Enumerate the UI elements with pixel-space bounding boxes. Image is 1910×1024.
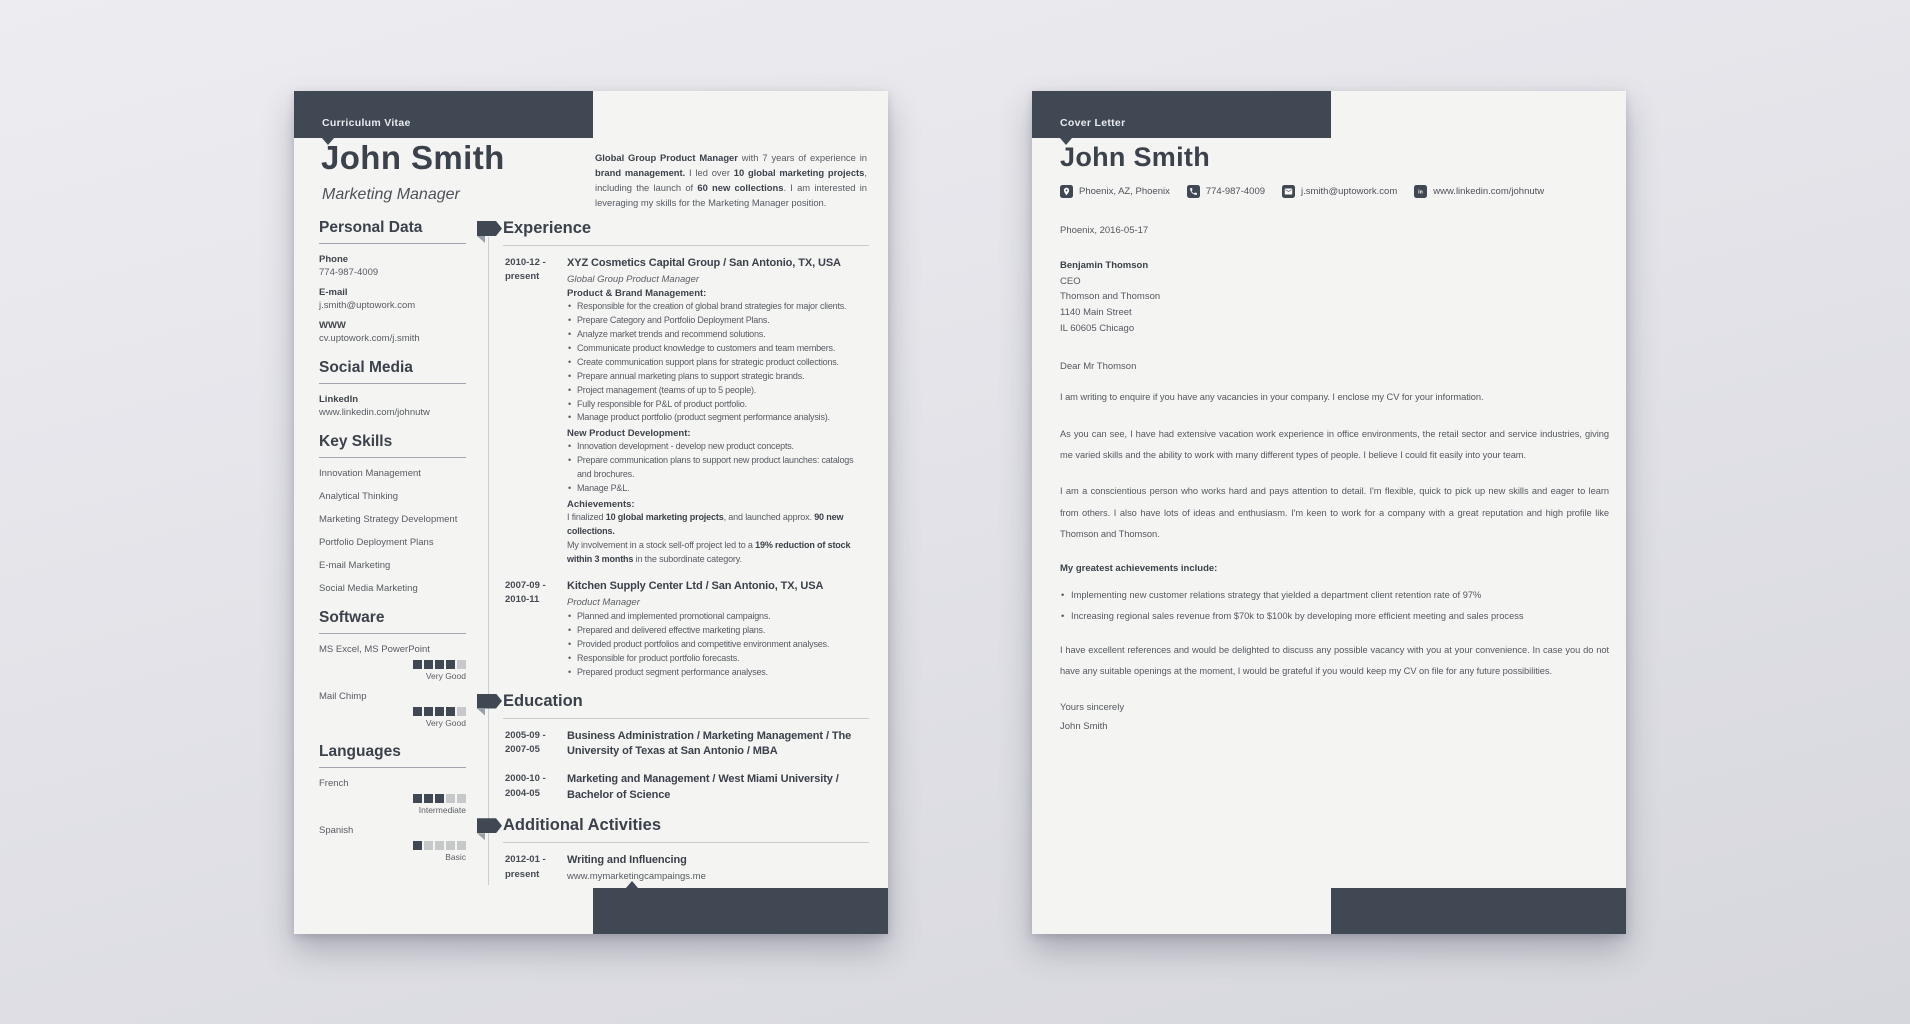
skill-item: Marketing Strategy Development — [319, 514, 458, 525]
sidebar-item — [319, 287, 466, 311]
recipient-line: Benjamin Thomson — [1060, 260, 1149, 271]
letter-date-line: Phoenix, 2016-05-17 — [1060, 225, 1149, 236]
summary-text: with 7 years of experience in — [737, 152, 868, 163]
sidebar-heading: Social Media — [319, 359, 466, 384]
rating-square — [424, 660, 433, 669]
letter-banner-label: Cover Letter — [1060, 117, 1126, 129]
entry-dates — [505, 579, 557, 680]
rating-square — [435, 660, 444, 669]
sidebar-item — [319, 320, 466, 344]
marker-fold-icon — [477, 833, 485, 840]
rated-item — [319, 691, 466, 728]
skill-item: Innovation Management — [319, 468, 421, 479]
rating-square — [413, 660, 422, 669]
entry-dates — [505, 729, 557, 761]
contact-row — [1060, 185, 1609, 198]
section-heading — [475, 692, 869, 719]
section-heading — [475, 816, 869, 843]
section-marker-icon — [477, 818, 502, 833]
section-marker-icon — [477, 694, 502, 709]
entry-date-from: 2005-09 - — [505, 729, 546, 741]
contact-text: 774-987-4009 — [1205, 186, 1266, 197]
sidebar-item — [319, 254, 466, 278]
sidebar-item — [319, 394, 466, 418]
marker-fold-icon — [477, 236, 485, 243]
rating-label: Intermediate — [418, 805, 466, 815]
contact-item — [1282, 185, 1397, 198]
letter-paragraph: As you can see, I have had extensive vacation work experience in office environments, the retail sector and service industries, giving me varied skills and the ability to work with many different types of people. I believe I could fit easily into your team. — [1060, 428, 1609, 461]
bullet-item: • Analyze market trends and recommend solutions. — [567, 328, 867, 342]
salutation: Dear Mr Thomson — [1060, 361, 1137, 373]
entry-body — [567, 256, 869, 567]
entry-dates — [505, 853, 557, 882]
letter-footer-bar — [1331, 888, 1626, 934]
rating-square — [457, 707, 466, 716]
entry-date-from: 2007-09 - — [505, 579, 546, 591]
bullet-item: • Innovation development - develop new product concepts. — [567, 440, 867, 454]
rating-square — [424, 841, 433, 850]
section-heading-label: Experience — [503, 219, 869, 246]
summary-bold: brand management. — [595, 166, 686, 178]
entry-date-to: 2004-05 — [505, 787, 540, 799]
rating-square — [446, 841, 455, 850]
summary-text: , including the launch of — [595, 166, 867, 193]
entry-row — [505, 729, 869, 761]
rating-label: Very Good — [425, 671, 466, 681]
sidebar-item-value: www.linkedin.com/johnutw — [319, 407, 430, 418]
section-heading-label: Education — [503, 692, 869, 719]
section-experience — [475, 219, 869, 680]
achievement-bold: 10 global marketing projects — [605, 512, 724, 523]
skill-item: Portfolio Deployment Plans — [319, 537, 434, 548]
summary-text: I led over — [685, 166, 734, 178]
phone-icon — [1187, 185, 1200, 198]
entry-row — [505, 579, 869, 680]
entry-row — [505, 256, 869, 567]
entry-body — [567, 772, 869, 804]
marker-fold-icon — [477, 709, 485, 716]
timeline-line — [488, 237, 489, 885]
bullet-item: • Prepared product segment performance analyses. — [567, 666, 867, 680]
achievement-text: in the subordinate category. — [633, 553, 742, 564]
bullet-item: • Fully responsible for P&L of product portfolio. — [567, 398, 867, 412]
bullet-item: • Manage P&L. — [567, 482, 867, 496]
letter-paragraph: I am writing to enquire if you have any vacancies in your company. I enclose my CV for your information. — [1060, 392, 1484, 403]
bullet-item: • Provided product portfolios and competitive environment analyses. — [567, 638, 867, 652]
entry-body — [567, 729, 869, 761]
bullet-item: • Prepare annual marketing plans to support strategic brands. — [567, 370, 867, 384]
signoff-line: John Smith — [1060, 720, 1108, 732]
rating-squares — [319, 660, 466, 669]
rated-item — [319, 644, 466, 681]
entry-title: Kitchen Supply Center Ltd / San Antonio, TX, USA — [567, 579, 824, 592]
section-heading — [475, 219, 869, 246]
cv-banner — [294, 91, 593, 138]
rating-square — [413, 707, 422, 716]
sidebar-item-label: LinkedIn — [319, 394, 359, 405]
sidebar-section-key-skills — [319, 433, 466, 594]
bullet-item: • Planned and implemented promotional campaigns. — [567, 610, 867, 624]
rating-square — [457, 794, 466, 803]
svg-text:in: in — [1418, 189, 1424, 196]
summary-bold: 60 new collections — [697, 181, 784, 193]
group-label: Achievements: — [567, 499, 635, 511]
cv-name: John Smith — [321, 139, 505, 176]
entry-body — [567, 853, 869, 882]
rating-square — [435, 707, 444, 716]
entry-date-from: 2010-12 - — [505, 257, 546, 268]
achievement-item: • Implementing new customer relations strategy that yielded a department client retention rate of 97% — [1060, 587, 1609, 604]
cv-main-column — [475, 219, 869, 894]
recipient-line: CEO — [1060, 275, 1081, 287]
section-education — [475, 692, 869, 805]
sidebar-section-software — [319, 609, 466, 728]
contact-text: www.linkedin.com/johnutw — [1433, 186, 1545, 197]
section-marker-icon — [477, 221, 502, 236]
cv-page — [294, 91, 888, 934]
bullet-item: • Prepared and delivered effective marketing plans. — [567, 624, 867, 638]
bullet-item: • Responsible for the creation of global brand strategies for major clients. — [567, 300, 867, 314]
skill-item: Social Media Marketing — [319, 583, 418, 594]
rating-square — [446, 794, 455, 803]
cv-footer-bar — [593, 888, 888, 934]
rating-square — [446, 660, 455, 669]
bullet-item: • Prepare Category and Portfolio Deployment Plans. — [567, 314, 867, 328]
entry-date-from: 2012-01 - — [505, 854, 546, 866]
sidebar-heading: Personal Data — [319, 219, 466, 244]
sidebar-section-languages — [319, 743, 466, 862]
rated-item — [319, 825, 466, 862]
rated-item — [319, 778, 466, 815]
rating-square — [446, 707, 455, 716]
entry-title: Marketing and Management / West Miami University / Bachelor of Science — [567, 773, 839, 802]
rated-item-name: Mail Chimp — [319, 691, 367, 702]
cv-sidebar — [319, 219, 466, 877]
bullet-item: • Manage product portfolio (product segment performance analysis). — [567, 411, 867, 425]
rating-square — [435, 841, 444, 850]
entry-role: Product Manager — [567, 596, 640, 608]
entry-date-to: present — [505, 271, 540, 283]
contact-text: Phoenix, AZ, Phoenix — [1079, 186, 1170, 197]
cv-job-title: Marketing Manager — [322, 186, 460, 203]
summary-bold: 10 global marketing projects — [733, 166, 865, 178]
rated-item-name: MS Excel, MS PowerPoint — [319, 644, 430, 655]
rating-square — [435, 794, 444, 803]
achievement-bold: 90 new collections. — [567, 512, 844, 537]
bullet-item: • Responsible for product portfolio forecasts. — [567, 652, 867, 666]
rating-square — [413, 841, 422, 850]
sidebar-section-social-media — [319, 359, 466, 418]
rated-item-name: French — [319, 778, 349, 789]
group-label: Product & Brand Management: — [567, 287, 707, 299]
section-additional-activities — [475, 816, 869, 882]
sidebar-item-label: Phone — [319, 254, 349, 265]
achievement-item: • Increasing regional sales revenue from $70k to $100k by developing more efficient meeting and sales process — [1060, 608, 1609, 625]
entry-title: Writing and Influencing — [567, 854, 687, 867]
skill-item: E-mail Marketing — [319, 560, 391, 571]
rating-label: Basic — [445, 852, 466, 862]
signoff-block — [1060, 702, 1609, 732]
sidebar-item-label: E-mail — [319, 287, 348, 298]
summary-bold: Global Group Product Manager — [595, 152, 738, 163]
achievement-bold: 19% reduction of stock within 3 months — [567, 540, 851, 564]
rating-square — [424, 707, 433, 716]
sidebar-heading: Software — [319, 609, 466, 634]
rating-square — [424, 794, 433, 803]
location-pin-icon — [1060, 185, 1073, 198]
achievement-text: My involvement in a stock sell-off project led to a — [567, 540, 756, 550]
envelope-icon — [1282, 185, 1295, 198]
letter-sender-name: John Smith — [1060, 142, 1210, 172]
entry-dates — [505, 772, 557, 804]
rating-squares — [319, 707, 466, 716]
bullet-item: • Communicate product knowledge to customers and team members. — [567, 342, 867, 356]
entry-title: Business Administration / Marketing Management / The University of Texas at San Antonio / MBA — [567, 729, 852, 758]
group-label: New Product Development: — [567, 428, 691, 440]
entry-dates — [505, 256, 557, 567]
section-heading-label: Additional Activities — [503, 816, 869, 843]
achievement-text: I finalized — [567, 512, 606, 523]
achievements-list — [1060, 587, 1609, 625]
sidebar-item-value: 774-987-4009 — [319, 267, 379, 278]
achievement-line — [567, 511, 867, 539]
achievement-text: , and launched approx. — [723, 512, 815, 523]
sidebar-item-value: cv.uptowork.com/j.smith — [319, 333, 420, 344]
closing-paragraph: I have excellent references and would be delighted to discuss any possible vacancy with you at your convenience. In case you do not have any suitable openings at the moment, I would be grateful if you would keep my CV on file for any future possibilities. — [1060, 645, 1609, 677]
cover-letter-page — [1032, 91, 1626, 934]
recipient-block — [1060, 258, 1609, 336]
sidebar-item-label: WWW — [319, 320, 346, 331]
bullet-item: • Prepare communication plans to support new product launches: catalogs and brochures. — [567, 454, 867, 482]
entry-date-from: 2000-10 - — [505, 773, 546, 785]
rated-item-name: Spanish — [319, 825, 354, 836]
recipient-line: IL 60605 Chicago — [1060, 322, 1135, 334]
rating-squares — [319, 794, 466, 803]
letter-body — [1060, 387, 1609, 545]
letter-paragraph: I am a conscientious person who works hard and pays attention to detail. I'm flexible, quick to pick up new skills and eager to learn from others. I also have lots of ideas and enthusiasm. I'm keen to work for a company with a great reputation and high profile like Thomson and Thomson. — [1060, 486, 1609, 540]
entry-role: Global Group Product Manager — [567, 273, 700, 285]
sidebar-heading: Key Skills — [319, 433, 466, 458]
rating-square — [457, 841, 466, 850]
entry-row — [505, 853, 869, 882]
contact-item — [1414, 185, 1544, 198]
entry-date-to: present — [505, 868, 540, 880]
sidebar-heading: Languages — [319, 743, 466, 768]
rating-square — [457, 660, 466, 669]
letter-content — [1032, 91, 1626, 934]
contact-item — [1187, 185, 1265, 198]
rating-squares — [319, 841, 466, 850]
bullet-item: • Project management (teams of up to 5 people). — [567, 384, 867, 398]
entry-date-to: 2010-11 — [505, 594, 540, 606]
achievements-heading: My greatest achievements include: — [1060, 562, 1218, 574]
contact-text: j.smith@uptowork.com — [1301, 186, 1398, 197]
contact-item — [1060, 185, 1170, 198]
signoff-line: Yours sincerely — [1060, 701, 1125, 713]
entry-row — [505, 772, 869, 804]
rating-label: Very Good — [425, 718, 466, 728]
sidebar-item-value: j.smith@uptowork.com — [319, 300, 416, 311]
bullet-item: • Create communication support plans for strategic product collections. — [567, 356, 867, 370]
cv-banner-label: Curriculum Vitae — [322, 117, 411, 129]
entry-subtitle: www.mymarketingcampaings.me — [567, 871, 706, 883]
recipient-line: 1140 Main Street — [1060, 307, 1132, 319]
achievement-line — [567, 539, 867, 567]
recipient-line: Thomson and Thomson — [1060, 291, 1161, 303]
cv-summary — [595, 151, 867, 210]
entry-title: XYZ Cosmetics Capital Group / San Antonio, TX, USA — [567, 257, 841, 269]
sidebar-section-personal-data — [319, 219, 466, 344]
entry-date-to: 2007-05 — [505, 743, 540, 755]
linkedin-icon — [1414, 185, 1427, 198]
skill-item: Analytical Thinking — [319, 491, 399, 502]
rating-square — [413, 794, 422, 803]
summary-text: . I am interested in leveraging my skills for the Marketing Manager position. — [595, 181, 868, 208]
entry-body — [567, 579, 869, 680]
